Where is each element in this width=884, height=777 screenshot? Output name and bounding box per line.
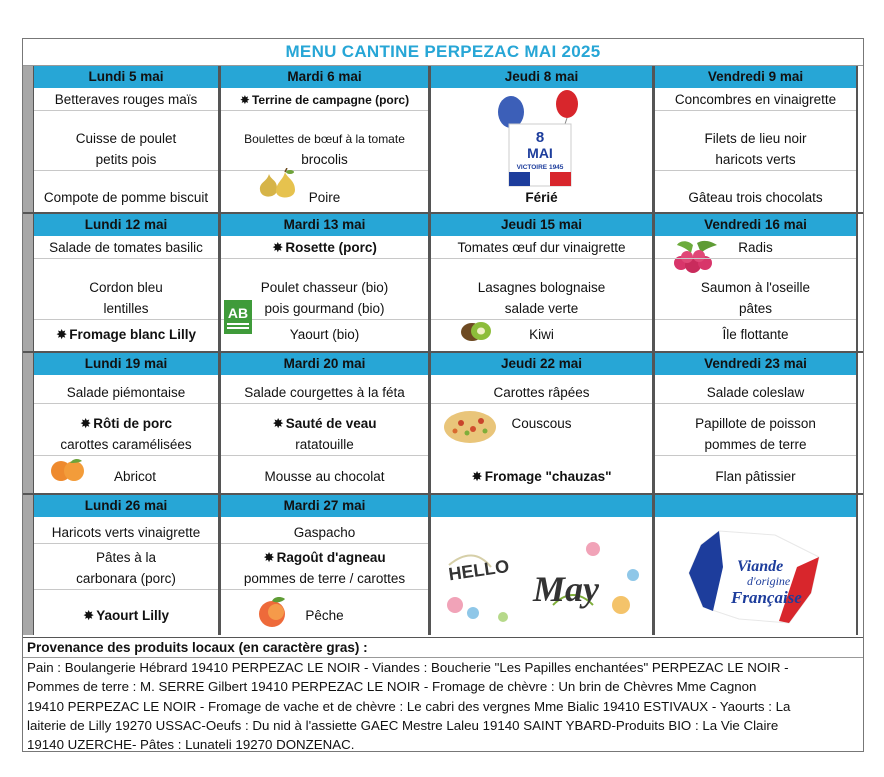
dessert-text: Yaourt Lilly [96, 608, 170, 623]
local-product-icon: ✸ [82, 608, 95, 623]
day-header: Jeudi 8 mai [431, 66, 652, 88]
provenance-line: Pommes de terre : M. SERRE Gilbert 19410 PERPEZAC LE NOIR - Fromage de chèvre : Un brin de Chèvres Mme Cagnon [27, 679, 757, 695]
accompagnement: pommes de terre [655, 435, 856, 456]
local-product-icon: ✸ [263, 550, 275, 565]
plat: Couscous [511, 416, 572, 431]
entree-text: Rosette (porc) [285, 240, 377, 255]
plat: Poulet chasseur (bio) [260, 280, 389, 295]
entree: Concombres en vinaigrette [655, 90, 856, 111]
dessert-text: Fromage blanc Lilly [69, 327, 197, 342]
entree: Carottes râpées [431, 383, 652, 404]
plat-text: Sauté de veau [285, 416, 377, 431]
provenance-line: Pain : Boulangerie Hébrard 19410 PERPEZAC LE NOIR - Viandes : Boucherie "Les Papilles enchantées" PERPEZAC LE NOIR - [27, 660, 789, 675]
day-header [655, 495, 856, 517]
dessert: Mousse au chocolat [264, 469, 385, 484]
left-gutter [23, 214, 33, 351]
dessert: Abricot [113, 469, 157, 484]
plat: Papillote de poisson [695, 416, 816, 431]
accompagnement: pâtes [655, 299, 856, 320]
plat: Lasagnes bolognaise [477, 280, 606, 295]
day-header [431, 495, 652, 517]
day-header: Lundi 26 mai [34, 495, 218, 517]
dessert: Pêche [305, 608, 344, 623]
victory-1945-badge-icon [489, 90, 589, 188]
entree: Salade piémontaise [34, 383, 218, 404]
local-product-icon: ✸ [272, 416, 284, 431]
day-card-jeudi-22 [430, 353, 654, 493]
provenance-line: 19140 UZERCHE- Pâtes : Lunateli 19270 DONZENAC. [27, 737, 355, 753]
vf-line3: Française [731, 588, 802, 607]
dessert: Poire [308, 190, 341, 205]
day-card-mardi-13 [220, 214, 430, 351]
menu-title: MENU CANTINE PERPEZAC MAI 2025 [23, 39, 863, 66]
plat: Saumon à l'oseille [700, 280, 811, 295]
hello-may-illustration-icon [443, 535, 643, 627]
entree [221, 238, 428, 259]
hello-text: HELLO [447, 555, 511, 585]
day-card-jeudi-15 [430, 214, 654, 351]
day-header: Lundi 12 mai [34, 214, 218, 236]
dessert: Compote de pomme biscuit [43, 190, 209, 205]
day-header: Jeudi 22 mai [431, 353, 652, 375]
badge-day: 8 [535, 129, 545, 146]
day-card-lundi-26 [33, 495, 220, 635]
day-card-vendredi-23 [654, 353, 858, 493]
day-card-lundi-19 [33, 353, 220, 493]
accompagnement: lentilles [34, 299, 218, 320]
day-header: Jeudi 15 mai [431, 214, 652, 236]
entree: Radis [655, 238, 856, 259]
day-header: Mardi 6 mai [221, 66, 428, 88]
accompagnement: brocolis [221, 150, 428, 171]
may-text: May [533, 569, 599, 609]
plat [221, 414, 428, 434]
day-header: Lundi 5 mai [34, 66, 218, 88]
entree: Gaspacho [221, 523, 428, 544]
day-card-hello-may [430, 495, 654, 635]
day-card-jeudi-8 [430, 66, 654, 212]
plat: Cordon bleu [89, 280, 163, 295]
day-card-mardi-20 [220, 353, 430, 493]
plat-text: Ragoût d'agneau [276, 550, 386, 565]
plat: Boulettes de bœuf à la tomate [244, 132, 405, 146]
provenance-heading: Provenance des produits locaux (en caractère gras) : [23, 637, 863, 657]
left-gutter [23, 66, 33, 212]
plat [34, 414, 218, 434]
vf-line2: d'origine [747, 574, 791, 588]
entree [221, 90, 428, 111]
dessert: Île flottante [722, 327, 789, 342]
day-card-lundi-5 [33, 66, 220, 212]
day-card-vendredi-16 [654, 214, 858, 351]
plat [221, 548, 428, 568]
day-card-lundi-12 [33, 214, 220, 351]
dessert-text: Fromage "chauzas" [484, 469, 612, 484]
plat-text: Rôti de porc [93, 416, 173, 431]
bio-logo-text: AB [227, 305, 249, 321]
dessert [431, 467, 652, 487]
day-card-mardi-27 [220, 495, 430, 635]
entree: Tomates œuf dur vinaigrette [431, 238, 652, 259]
day-header: Mardi 27 mai [221, 495, 428, 517]
local-product-icon: ✸ [239, 93, 250, 107]
plat: Filets de lieu noir [704, 131, 807, 146]
dessert: Férié [525, 190, 558, 205]
left-gutter [23, 353, 33, 493]
day-card-vendredi-9 [654, 66, 858, 212]
accompagnement: petits pois [34, 150, 218, 171]
day-card-mardi-6 [220, 66, 430, 212]
accompagnement: carottes caramélisées [34, 435, 218, 456]
plat: Pâtes à la [95, 550, 157, 565]
provenance-text [23, 657, 863, 754]
entree: Salade coleslaw [655, 383, 856, 404]
local-product-icon: ✸ [79, 416, 92, 431]
accompagnement: salade verte [431, 299, 652, 320]
dessert: Kiwi [529, 327, 554, 342]
local-product-icon: ✸ [55, 327, 68, 342]
dessert: Gâteau trois chocolats [688, 190, 823, 205]
left-gutter [23, 495, 33, 635]
menu-sheet [22, 38, 864, 752]
accompagnement: pois gourmand (bio) [221, 299, 428, 320]
provenance-line: laiterie de Lilly 19270 USSAC-Oeufs : Du nid à l'assiette GAEC Mestre Laleu 19140 SAINT YBARD-Produits BIO : La Vie Claire [27, 717, 779, 733]
day-header: Vendredi 23 mai [655, 353, 856, 375]
badge-month: MAI [527, 145, 553, 161]
day-header: Lundi 19 mai [34, 353, 218, 375]
accompagnement: haricots verts [655, 150, 856, 171]
provenance-section [23, 637, 863, 751]
entree: Salade courgettes à la féta [221, 383, 428, 404]
vf-line1: Viande [737, 558, 784, 575]
day-header: Vendredi 16 mai [655, 214, 856, 236]
dessert [34, 606, 218, 626]
day-card-viande-francaise [654, 495, 858, 635]
entree-text: Terrine de campagne (porc) [251, 93, 410, 107]
dessert: Flan pâtissier [715, 469, 796, 484]
plat: Cuisse de poulet [75, 131, 177, 146]
viande-origine-francaise-logo-icon [679, 527, 829, 627]
entree: Betteraves rouges maïs [34, 90, 218, 111]
accompagnement: carbonara (porc) [34, 569, 218, 590]
dessert [34, 325, 218, 345]
entree: Haricots verts vinaigrette [34, 523, 218, 544]
day-header: Mardi 20 mai [221, 353, 428, 375]
local-product-icon: ✸ [471, 469, 483, 484]
accompagnement: pommes de terre / carottes [221, 569, 428, 590]
entree: Salade de tomates basilic [34, 238, 218, 259]
day-header: Mardi 13 mai [221, 214, 428, 236]
provenance-line: 19410 PERPEZAC LE NOIR - Fromage de vache et de chèvre : Le cabri des vergnes Mme Bialic 19410 ESTIVAUX - Yaourts : La [27, 698, 791, 714]
day-header: Vendredi 9 mai [655, 66, 856, 88]
dessert: Yaourt (bio) [289, 327, 360, 342]
badge-sub: VICTOIRE 1945 [516, 164, 564, 171]
accompagnement: ratatouille [221, 435, 428, 456]
local-product-icon: ✸ [272, 240, 284, 255]
